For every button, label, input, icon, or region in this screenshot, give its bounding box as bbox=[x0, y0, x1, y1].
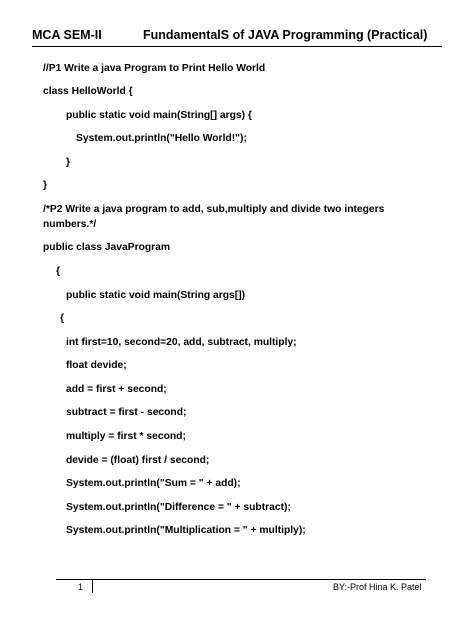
footer-separator bbox=[92, 579, 93, 593]
practical-label: (Practical) bbox=[367, 28, 428, 42]
code-line: multiply = first * second; bbox=[66, 431, 186, 442]
subject-title: FundamentalS of JAVA Programming bbox=[143, 28, 364, 42]
code-line: System.out.println("Sum = " + add); bbox=[66, 478, 241, 489]
code-line: { bbox=[60, 313, 65, 324]
code-line: class HelloWorld { bbox=[43, 86, 133, 97]
code-line: /*P2 Write a java program to add, sub,multiply and divide two integers bbox=[43, 204, 385, 215]
footer-divider bbox=[56, 579, 426, 580]
code-line: devide = (float) first / second; bbox=[66, 455, 210, 466]
code-line: System.out.println("Difference = " + subtract); bbox=[66, 502, 291, 513]
code-line: System.out.println("Hello World!"); bbox=[76, 133, 247, 144]
code-line: int first=10, second=20, add, subtract, multiply; bbox=[66, 337, 297, 348]
code-line: } bbox=[43, 180, 48, 191]
page-header bbox=[32, 28, 442, 46]
page-number: 1 bbox=[78, 582, 84, 592]
code-line: subtract = first - second; bbox=[66, 407, 187, 418]
author-credit: BY:-Prof Hina K. Patel bbox=[333, 582, 422, 592]
code-line: public static void main(String args[]) bbox=[66, 290, 246, 301]
code-line: public static void main(String[] args) { bbox=[66, 110, 252, 121]
code-line: float devide; bbox=[66, 360, 127, 371]
code-line: public class JavaProgram bbox=[43, 242, 171, 253]
code-line: System.out.println("Multiplication = " + multiply); bbox=[66, 525, 306, 536]
code-line: numbers.*/ bbox=[43, 219, 97, 230]
code-line: //P1 Write a java Program to Print Hello World bbox=[43, 63, 266, 74]
code-line: } bbox=[66, 157, 71, 168]
code-line: { bbox=[56, 266, 61, 277]
header-divider bbox=[32, 46, 442, 47]
code-line: add = first + second; bbox=[66, 384, 167, 395]
course-label: MCA SEM-II bbox=[32, 28, 102, 42]
